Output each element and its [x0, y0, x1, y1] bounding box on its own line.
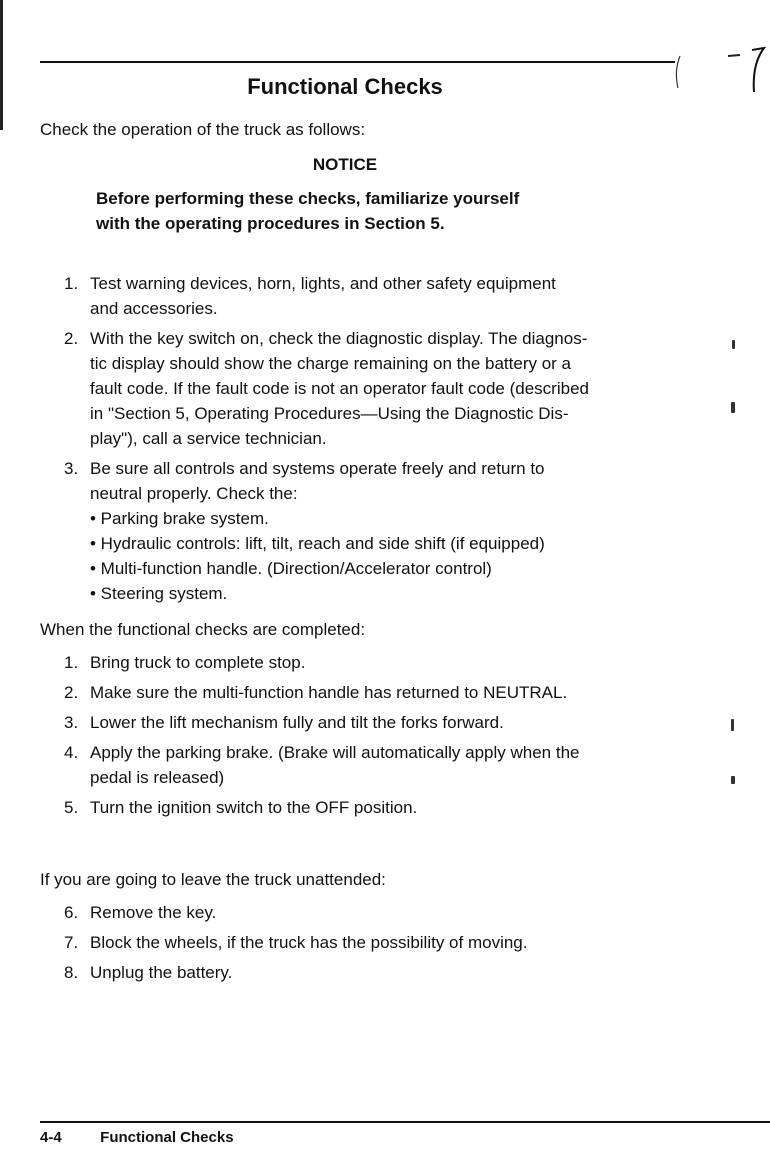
- item-number: 3.: [64, 713, 79, 732]
- list-item: [40, 650, 660, 675]
- intro-text: Check the operation of the truck as follows:: [40, 120, 366, 139]
- item-line: Apply the parking brake. (Brake will automatically apply when the: [90, 743, 580, 762]
- list-item: [40, 740, 660, 790]
- footer-rule: [40, 1121, 770, 1123]
- item-line: Be sure all controls and systems operate freely and return to: [90, 459, 545, 478]
- page-footer: [40, 1129, 234, 1146]
- bullet-line: • Steering system.: [90, 584, 228, 603]
- item-line: Test warning devices, horn, lights, and other safety equipment: [90, 274, 556, 293]
- completed-heading: When the functional checks are completed:: [40, 620, 366, 639]
- notice-heading: NOTICE: [312, 155, 378, 174]
- list-item: [40, 271, 660, 321]
- item-line: Bring truck to complete stop.: [90, 653, 306, 672]
- item-number: 6.: [64, 903, 79, 922]
- header-rule: [40, 61, 675, 63]
- list-item: [40, 900, 660, 925]
- scan-speck: [731, 776, 735, 784]
- list-item: [40, 960, 660, 985]
- page-title: Functional Checks: [247, 74, 443, 99]
- item-number: 4.: [64, 743, 79, 762]
- item-line: in "Section 5, Operating Procedures—Using the Diagnostic Dis-: [90, 404, 569, 423]
- notice-body: [96, 186, 656, 236]
- notice-line: Before performing these checks, familiarize yourself: [96, 189, 520, 208]
- scan-edge-bar: [0, 0, 3, 130]
- item-number: 8.: [64, 963, 79, 982]
- item-line: neutral properly. Check the:: [90, 484, 298, 503]
- item-line: and accessories.: [90, 299, 218, 318]
- item-line: Remove the key.: [90, 903, 217, 922]
- list-item: [40, 710, 660, 735]
- scan-speck: [731, 719, 734, 731]
- checks-list: [40, 271, 660, 611]
- item-line: Unplug the battery.: [90, 963, 233, 982]
- unattended-steps-list: [40, 900, 660, 990]
- item-line: With the key switch on, check the diagnostic display. The diagnos-: [90, 329, 588, 348]
- item-line: play"), call a service technician.: [90, 429, 327, 448]
- item-number: 2.: [64, 329, 79, 348]
- item-line: pedal is released): [90, 768, 225, 787]
- item-line: Turn the ignition switch to the OFF position.: [90, 798, 418, 817]
- list-item: [40, 326, 660, 451]
- bullet-line: • Parking brake system.: [90, 509, 269, 528]
- item-line: Make sure the multi-function handle has returned to NEUTRAL.: [90, 683, 568, 702]
- item-number: 1.: [64, 653, 79, 672]
- item-number: 1.: [64, 274, 79, 293]
- completed-steps-list: [40, 650, 660, 825]
- bullet-line: • Multi-function handle. (Direction/Accelerator control): [90, 559, 492, 578]
- item-line: fault code. If the fault code is not an operator fault code (described: [90, 379, 589, 398]
- item-number: 2.: [64, 683, 79, 702]
- list-item: [40, 456, 660, 606]
- list-item: [40, 930, 660, 955]
- item-number: 7.: [64, 933, 79, 952]
- list-item: [40, 680, 660, 705]
- item-number: 3.: [64, 459, 79, 478]
- list-item: [40, 795, 660, 820]
- footer-section: Functional Checks: [100, 1129, 234, 1146]
- unattended-heading: If you are going to leave the truck unattended:: [40, 870, 386, 889]
- page-number: 4-4: [40, 1129, 62, 1146]
- item-line: Lower the lift mechanism fully and tilt the forks forward.: [90, 713, 504, 732]
- bullet-line: • Hydraulic controls: lift, tilt, reach and side shift (if equipped): [90, 534, 545, 553]
- item-number: 5.: [64, 798, 79, 817]
- notice-line: with the operating procedures in Section 5.: [96, 214, 445, 233]
- item-line: tic display should show the charge remaining on the battery or a: [90, 354, 571, 373]
- scan-speck: [732, 340, 735, 349]
- scan-speck: [731, 402, 735, 413]
- item-line: Block the wheels, if the truck has the possibility of moving.: [90, 933, 528, 952]
